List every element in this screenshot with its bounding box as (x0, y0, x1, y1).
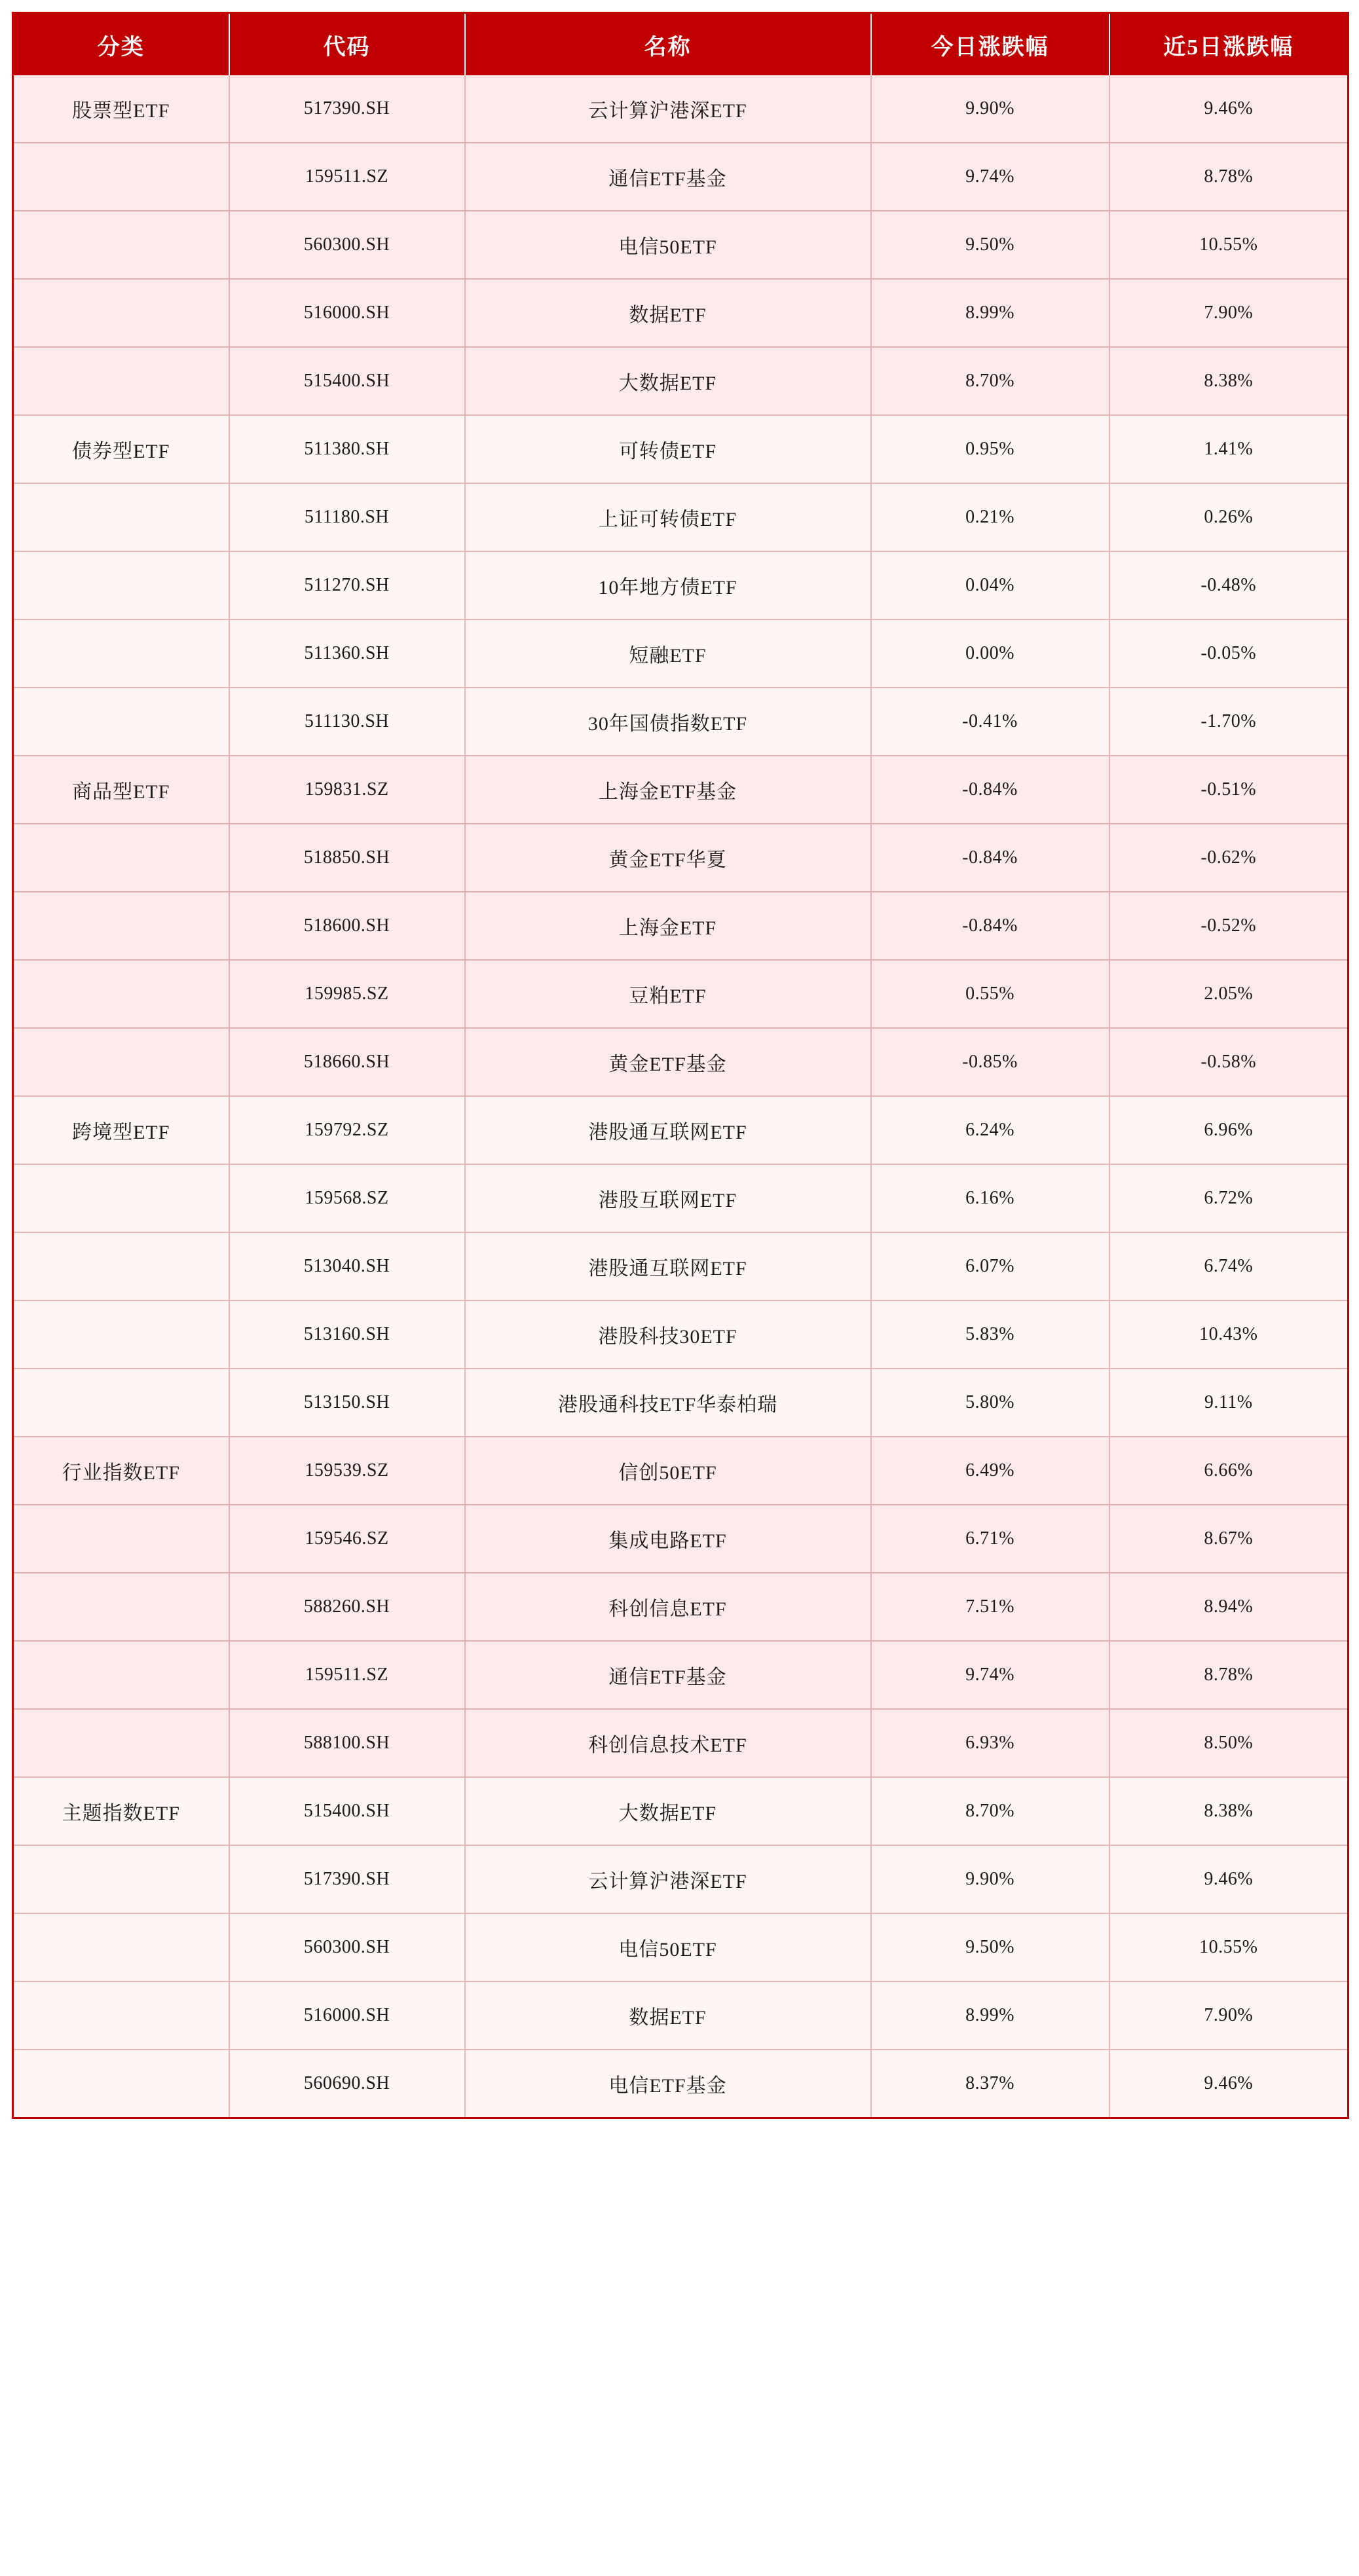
cell-name: 科创信息技术ETF (465, 1709, 871, 1777)
cell-code: 511380.SH (229, 415, 465, 483)
cell-name: 可转债ETF (465, 415, 871, 483)
cell-category: 跨境型ETF (13, 1096, 229, 1164)
cell-code: 511360.SH (229, 619, 465, 688)
cell-five-day-change: -0.48% (1109, 551, 1349, 619)
cell-five-day-change: 8.50% (1109, 1709, 1349, 1777)
cell-code: 511270.SH (229, 551, 465, 619)
cell-category (13, 1505, 229, 1573)
cell-name: 通信ETF基金 (465, 143, 871, 211)
cell-code: 515400.SH (229, 347, 465, 415)
cell-category: 债券型ETF (13, 415, 229, 483)
cell-category (13, 2050, 229, 2118)
cell-five-day-change: 6.74% (1109, 1232, 1349, 1300)
cell-name: 大数据ETF (465, 347, 871, 415)
table-body (13, 75, 1349, 2118)
cell-name: 上证可转债ETF (465, 483, 871, 551)
column-header-code: 代码 (229, 13, 465, 76)
cell-category (13, 1981, 229, 2050)
cell-code: 560300.SH (229, 211, 465, 279)
cell-name: 电信50ETF (465, 1913, 871, 1981)
table-row (13, 1913, 1349, 1981)
cell-today-change: -0.84% (871, 756, 1109, 824)
cell-name: 上海金ETF (465, 892, 871, 960)
cell-category (13, 892, 229, 960)
column-header-today-change: 今日涨跌幅 (871, 13, 1109, 76)
cell-five-day-change: 1.41% (1109, 415, 1349, 483)
cell-category (13, 1641, 229, 1709)
cell-five-day-change: -0.52% (1109, 892, 1349, 960)
cell-today-change: -0.84% (871, 892, 1109, 960)
table-row (13, 960, 1349, 1028)
cell-code: 159511.SZ (229, 143, 465, 211)
cell-name: 港股通科技ETF华泰柏瑞 (465, 1369, 871, 1437)
table-row (13, 1369, 1349, 1437)
table-row (13, 619, 1349, 688)
cell-five-day-change: -0.05% (1109, 619, 1349, 688)
column-header-category: 分类 (13, 13, 229, 76)
cell-category (13, 619, 229, 688)
cell-category: 主题指数ETF (13, 1777, 229, 1845)
cell-code: 588100.SH (229, 1709, 465, 1777)
cell-code: 588260.SH (229, 1573, 465, 1641)
cell-today-change: 7.51% (871, 1573, 1109, 1641)
cell-five-day-change: 10.55% (1109, 211, 1349, 279)
cell-code: 516000.SH (229, 279, 465, 347)
cell-today-change: 6.71% (871, 1505, 1109, 1573)
etf-performance-table (12, 12, 1349, 2119)
cell-code: 159546.SZ (229, 1505, 465, 1573)
table-row (13, 1096, 1349, 1164)
cell-five-day-change: 8.78% (1109, 143, 1349, 211)
column-header-name: 名称 (465, 13, 871, 76)
cell-category (13, 688, 229, 756)
cell-category (13, 1028, 229, 1096)
cell-today-change: 0.00% (871, 619, 1109, 688)
cell-name: 科创信息ETF (465, 1573, 871, 1641)
cell-today-change: 9.74% (871, 143, 1109, 211)
cell-five-day-change: -1.70% (1109, 688, 1349, 756)
cell-category (13, 1845, 229, 1913)
cell-code: 511130.SH (229, 688, 465, 756)
cell-five-day-change: 9.11% (1109, 1369, 1349, 1437)
table-row (13, 1300, 1349, 1369)
cell-code: 159792.SZ (229, 1096, 465, 1164)
cell-code: 560690.SH (229, 2050, 465, 2118)
cell-five-day-change: 8.38% (1109, 347, 1349, 415)
table-row (13, 1709, 1349, 1777)
cell-code: 159568.SZ (229, 1164, 465, 1232)
cell-code: 159539.SZ (229, 1437, 465, 1505)
cell-name: 港股通互联网ETF (465, 1232, 871, 1300)
cell-code: 518600.SH (229, 892, 465, 960)
cell-name: 数据ETF (465, 1981, 871, 2050)
cell-today-change: 0.95% (871, 415, 1109, 483)
table-row (13, 1232, 1349, 1300)
cell-code: 516000.SH (229, 1981, 465, 2050)
cell-category (13, 1573, 229, 1641)
cell-code: 511180.SH (229, 483, 465, 551)
table-row (13, 1505, 1349, 1573)
cell-name: 港股科技30ETF (465, 1300, 871, 1369)
cell-name: 电信50ETF (465, 211, 871, 279)
cell-five-day-change: 9.46% (1109, 75, 1349, 143)
table-row (13, 2050, 1349, 2118)
cell-category (13, 1232, 229, 1300)
cell-code: 517390.SH (229, 1845, 465, 1913)
cell-category (13, 1913, 229, 1981)
cell-name: 上海金ETF基金 (465, 756, 871, 824)
cell-name: 豆粕ETF (465, 960, 871, 1028)
table-row (13, 756, 1349, 824)
table-row (13, 143, 1349, 211)
table-row (13, 279, 1349, 347)
table-row (13, 415, 1349, 483)
cell-five-day-change: 8.78% (1109, 1641, 1349, 1709)
cell-name: 数据ETF (465, 279, 871, 347)
cell-five-day-change: 8.94% (1109, 1573, 1349, 1641)
cell-category (13, 960, 229, 1028)
table-row (13, 1437, 1349, 1505)
table-row (13, 688, 1349, 756)
cell-category: 股票型ETF (13, 75, 229, 143)
cell-today-change: -0.84% (871, 824, 1109, 892)
cell-five-day-change: 7.90% (1109, 279, 1349, 347)
cell-category (13, 824, 229, 892)
cell-name: 信创50ETF (465, 1437, 871, 1505)
cell-today-change: 9.90% (871, 75, 1109, 143)
cell-category (13, 1369, 229, 1437)
cell-code: 518850.SH (229, 824, 465, 892)
cell-code: 560300.SH (229, 1913, 465, 1981)
table-row (13, 824, 1349, 892)
cell-today-change: 6.24% (871, 1096, 1109, 1164)
cell-code: 518660.SH (229, 1028, 465, 1096)
cell-code: 159831.SZ (229, 756, 465, 824)
cell-today-change: 8.37% (871, 2050, 1109, 2118)
cell-name: 大数据ETF (465, 1777, 871, 1845)
cell-today-change: 6.07% (871, 1232, 1109, 1300)
table-row (13, 1164, 1349, 1232)
cell-name: 云计算沪港深ETF (465, 75, 871, 143)
table-row (13, 1777, 1349, 1845)
cell-five-day-change: 10.43% (1109, 1300, 1349, 1369)
table-row (13, 75, 1349, 143)
cell-today-change: 6.49% (871, 1437, 1109, 1505)
cell-code: 517390.SH (229, 75, 465, 143)
cell-category (13, 143, 229, 211)
cell-five-day-change: 2.05% (1109, 960, 1349, 1028)
cell-name: 集成电路ETF (465, 1505, 871, 1573)
table-row (13, 892, 1349, 960)
cell-today-change: 5.83% (871, 1300, 1109, 1369)
cell-name: 10年地方债ETF (465, 551, 871, 619)
cell-today-change: 9.74% (871, 1641, 1109, 1709)
cell-today-change: 9.50% (871, 211, 1109, 279)
cell-five-day-change: 6.96% (1109, 1096, 1349, 1164)
cell-today-change: 0.55% (871, 960, 1109, 1028)
table-row (13, 1981, 1349, 2050)
cell-today-change: 8.70% (871, 347, 1109, 415)
cell-name: 港股通互联网ETF (465, 1096, 871, 1164)
cell-five-day-change: 0.26% (1109, 483, 1349, 551)
cell-today-change: 0.04% (871, 551, 1109, 619)
cell-today-change: -0.85% (871, 1028, 1109, 1096)
cell-five-day-change: 9.46% (1109, 2050, 1349, 2118)
cell-category (13, 347, 229, 415)
table-row (13, 1845, 1349, 1913)
cell-category (13, 279, 229, 347)
cell-category: 商品型ETF (13, 756, 229, 824)
cell-five-day-change: 8.67% (1109, 1505, 1349, 1573)
cell-category (13, 483, 229, 551)
cell-code: 513150.SH (229, 1369, 465, 1437)
cell-name: 30年国债指数ETF (465, 688, 871, 756)
table-row (13, 1641, 1349, 1709)
cell-category (13, 1164, 229, 1232)
cell-code: 159511.SZ (229, 1641, 465, 1709)
cell-today-change: 5.80% (871, 1369, 1109, 1437)
cell-five-day-change: 8.38% (1109, 1777, 1349, 1845)
cell-five-day-change: 10.55% (1109, 1913, 1349, 1981)
cell-five-day-change: 7.90% (1109, 1981, 1349, 2050)
cell-name: 港股互联网ETF (465, 1164, 871, 1232)
cell-today-change: 6.93% (871, 1709, 1109, 1777)
cell-today-change: 0.21% (871, 483, 1109, 551)
table-row (13, 1573, 1349, 1641)
cell-category (13, 1709, 229, 1777)
cell-code: 159985.SZ (229, 960, 465, 1028)
cell-name: 云计算沪港深ETF (465, 1845, 871, 1913)
cell-name: 电信ETF基金 (465, 2050, 871, 2118)
table-header (13, 13, 1349, 76)
cell-name: 通信ETF基金 (465, 1641, 871, 1709)
cell-today-change: 8.70% (871, 1777, 1109, 1845)
cell-five-day-change: 6.72% (1109, 1164, 1349, 1232)
cell-category (13, 211, 229, 279)
table-row (13, 211, 1349, 279)
table-row (13, 347, 1349, 415)
cell-today-change: 6.16% (871, 1164, 1109, 1232)
cell-name: 黄金ETF基金 (465, 1028, 871, 1096)
cell-today-change: 9.50% (871, 1913, 1109, 1981)
cell-code: 513160.SH (229, 1300, 465, 1369)
cell-today-change: -0.41% (871, 688, 1109, 756)
cell-five-day-change: 9.46% (1109, 1845, 1349, 1913)
cell-five-day-change: -0.62% (1109, 824, 1349, 892)
table-row (13, 551, 1349, 619)
cell-code: 515400.SH (229, 1777, 465, 1845)
cell-five-day-change: 6.66% (1109, 1437, 1349, 1505)
cell-today-change: 9.90% (871, 1845, 1109, 1913)
cell-five-day-change: -0.58% (1109, 1028, 1349, 1096)
cell-name: 短融ETF (465, 619, 871, 688)
cell-five-day-change: -0.51% (1109, 756, 1349, 824)
cell-category (13, 551, 229, 619)
table-row (13, 483, 1349, 551)
cell-category (13, 1300, 229, 1369)
cell-name: 黄金ETF华夏 (465, 824, 871, 892)
cell-code: 513040.SH (229, 1232, 465, 1300)
table-header-row (13, 13, 1349, 76)
cell-today-change: 8.99% (871, 279, 1109, 347)
table-row (13, 1028, 1349, 1096)
cell-category: 行业指数ETF (13, 1437, 229, 1505)
column-header-five-day-change: 近5日涨跌幅 (1109, 13, 1349, 76)
cell-today-change: 8.99% (871, 1981, 1109, 2050)
